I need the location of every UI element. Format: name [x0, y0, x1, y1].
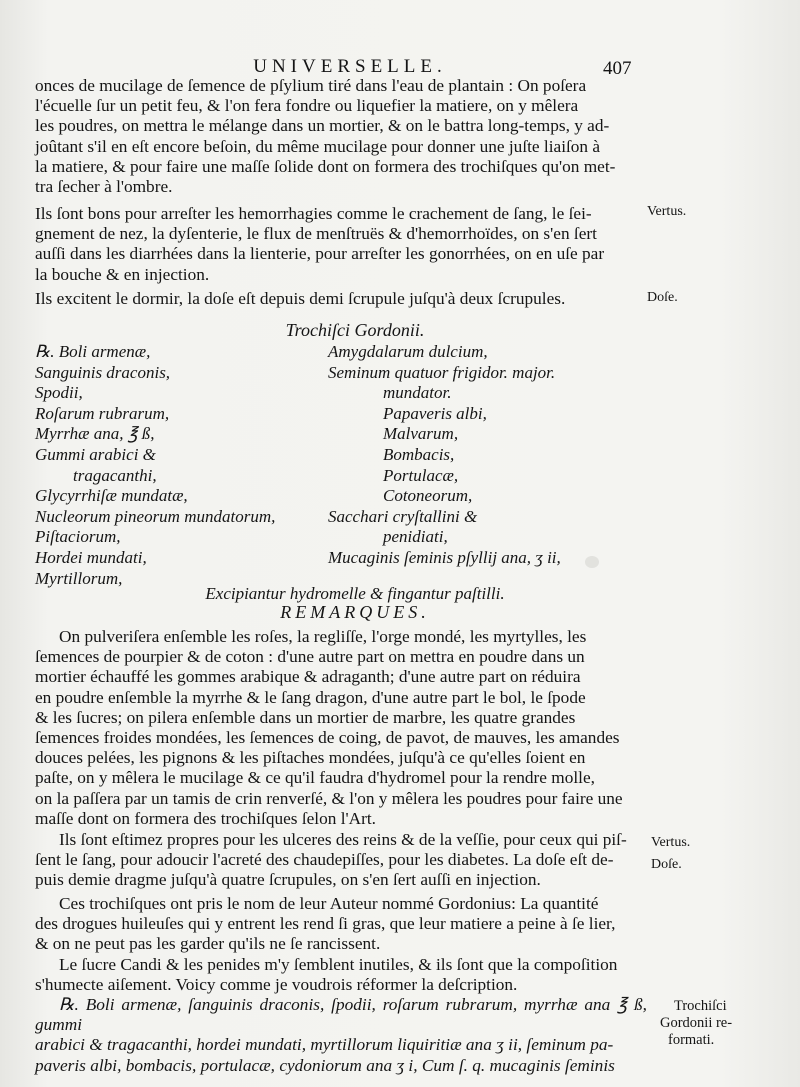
- ingredient: Spodii,: [35, 383, 83, 403]
- text-line: des drogues huileuſes qui y entrent les rend ſi gras, que leur matiere a peine à ſe lier,: [35, 914, 616, 934]
- text-line: puis demie dragme juſqu'à quatre ſcrupules, on s'en ſert auſſi en injection.: [35, 870, 541, 890]
- ingredient: ℞. Boli armenæ,: [35, 342, 151, 361]
- text-line: ſemences froides mondées, les ſemences de coing, de pavot, de mauves, les amandes: [35, 728, 620, 748]
- text-line: gnement de nez, la dyſenterie, le flux de menſtruës & d'hemorrhoïdes, on s'en ſert: [35, 224, 597, 244]
- text-line: on la paſſera par un tamis de crin renverſé, & l'on y mêlera les poudres pour faire une: [35, 788, 623, 808]
- margin-note-trochisci-reformati: [660, 998, 732, 1049]
- margin-line: Trochiſci: [674, 998, 727, 1014]
- paragraph-vertus: [35, 204, 647, 285]
- margin-line: Gordonii re-: [660, 1015, 733, 1031]
- ingredient: Nucleorum pineorum mundatorum,: [35, 506, 276, 526]
- text-line: On pulveriſera enſemble les roſes, la regliſſe, l'orge mondé, les myrtylles, les: [59, 627, 587, 646]
- ingredient: Malvarum,: [383, 424, 459, 444]
- text-line: douces pelées, les pignons & les piſtaches mondées, juſqu'à ce qu'elles ſoient en: [35, 748, 586, 768]
- text-line: la bouche & en injection.: [35, 264, 210, 284]
- ingredients-right-column: [328, 342, 646, 569]
- remarques-paragraph-3: [35, 894, 647, 955]
- text-line: arabici & tragacanthi, hordei mundati, myrtillorum liquiritiæ ana ʒ ii, ſeminum pa-: [35, 1035, 614, 1055]
- text-line: Ces trochiſques ont pris le nom de leur Auteur nommé Gordonius: La quantité: [59, 894, 599, 913]
- ingredient: Glycyrrhiſæ mundatæ,: [35, 486, 188, 506]
- reformed-recipe: [35, 995, 647, 1076]
- recipe-ingredients: [35, 342, 647, 592]
- paragraph-preparation: [35, 76, 647, 197]
- ingredient: Myrtillorum,: [35, 568, 123, 588]
- text-line: en poudre enſemble la myrrhe & le ſang dragon, d'une autre part le bol, le ſpode: [35, 687, 586, 707]
- text-line: ℞. Boli armenæ, ſanguinis draconis, ſpodii, roſarum rubrarum, myrrhæ ana ℥ ß, gummi: [35, 995, 647, 1035]
- text-line: ſemences de pourpier & de coton : d'une autre part on mettra en poudre dans un: [35, 647, 585, 667]
- margin-line: formati.: [668, 1032, 715, 1048]
- text-line: tra ſecher à l'ombre.: [35, 177, 173, 197]
- recipe-closing: Excipiantur hydromelle & fingantur paſtilli.: [205, 584, 505, 603]
- text-line: s'humecte aiſement. Voicy comme je voudrois réformer la deſcription.: [35, 975, 518, 995]
- ingredients-left-column: [35, 342, 325, 589]
- ingredient: Myrrhæ ana, ℥ ß,: [35, 424, 155, 444]
- ingredient: Piſtaciorum,: [35, 527, 121, 547]
- text-line: maſſe dont on formera des trochiſques ſelon l'Art.: [35, 808, 376, 828]
- ingredient: penidiati,: [383, 527, 448, 547]
- text-line: l'écuelle ſur un petit feu, & l'on fera fondre ou liquefier la matiere, on y mêlera: [35, 96, 579, 116]
- text-line: & les ſucres; on pilera enſemble dans un mortier de marbre, les quatre grandes: [35, 707, 576, 727]
- ingredient: Amygdalarum dulcium,: [328, 342, 488, 361]
- ingredient: Seminum quatuor frigidor. major.: [328, 362, 556, 382]
- ingredient: Portulacæ,: [383, 465, 459, 485]
- text-line: auſſi dans les diarrhées dans la lienterie, pour arreſter les gonorrhées, on en uſe par: [35, 244, 605, 264]
- running-head: UNIVERSELLE.: [253, 56, 447, 77]
- margin-note-vertus: Vertus.: [647, 204, 687, 219]
- paragraph-dose: [35, 289, 647, 309]
- text-line: joûtant s'il en eſt encore beſoin, du même mucilage pour donner une juſte liaiſon à: [35, 136, 601, 156]
- text-line: paſte, on y mêlera le mucilage & ce qu'il faudra d'hydromel pour la rendre molle,: [35, 768, 595, 788]
- text-line: Ils ſont eſtimez propres pour les ulceres des reins & de la veſſie, pour ceux qui piſ-: [59, 830, 627, 849]
- ingredient: Mucaginis ſeminis pſyllij ana, ʒ ii,: [328, 547, 561, 567]
- remarques-title: REMARQUES.: [280, 602, 430, 622]
- text-line: Ils excitent le dormir, la doſe eſt depuis demi ſcrupule juſqu'à deux ſcrupules.: [35, 289, 566, 308]
- margin-note-vertus: Vertus.: [651, 835, 691, 850]
- remarques-paragraph-4: [35, 955, 647, 995]
- text-line: la matiere, & pour faire une maſſe ſolide dont on formera des trochiſques qu'on met-: [35, 156, 616, 176]
- text-line: Le ſucre Candi & les penides m'y ſemblent inutiles, & ils ſont que la compoſition: [59, 955, 618, 974]
- remarques-paragraph-1: [35, 627, 647, 829]
- ingredient: Papaveris albi,: [383, 403, 487, 423]
- text-line: les poudres, on mettra le mélange dans un mortier, & on le battra long-temps, y ad-: [35, 116, 610, 136]
- text-line: & on ne peut pas les garder qu'ils ne ſe rancissent.: [35, 934, 381, 954]
- ingredient: Gummi arabici &: [35, 444, 156, 464]
- text-line: paveris albi, bombacis, portulacæ, cydoniorum ana ʒ i, Cum ſ. q. mucaginis ſeminis: [35, 1055, 615, 1075]
- remarques-paragraph-2: [35, 830, 647, 891]
- text-line: Ils ſont bons pour arreſter les hemorrhagies comme le crachement de ſang, le ſei-: [35, 204, 592, 223]
- page-number: 407: [603, 58, 632, 79]
- margin-note-dose: Doſe.: [647, 290, 678, 305]
- ingredient: mundator.: [383, 383, 452, 403]
- ingredient: Sacchari cryſtallini &: [328, 506, 478, 526]
- text-line: ſent le ſang, pour adoucir l'acreté des chaudepiſſes, pour les diabetes. La doſe eſt de-: [35, 850, 614, 870]
- ingredient: Cotoneorum,: [383, 486, 473, 506]
- ingredient: Hordei mundati,: [35, 547, 147, 567]
- ingredient: Roſarum rubrarum,: [35, 403, 170, 423]
- margin-note-dose: Doſe.: [651, 857, 682, 872]
- text-line: onces de mucilage de ſemence de pſylium tiré dans l'eau de plantain : On poſera: [35, 76, 587, 95]
- text-line: mortier échauffé les gommes arabique & adraganth; d'une autre part on réduira: [35, 667, 581, 687]
- ingredient: Bombacis,: [383, 444, 455, 464]
- ingredient: Sanguinis draconis,: [35, 362, 171, 382]
- recipe-title: Trochiſci Gordonii.: [285, 320, 425, 340]
- ingredient: tragacanthi,: [73, 465, 157, 485]
